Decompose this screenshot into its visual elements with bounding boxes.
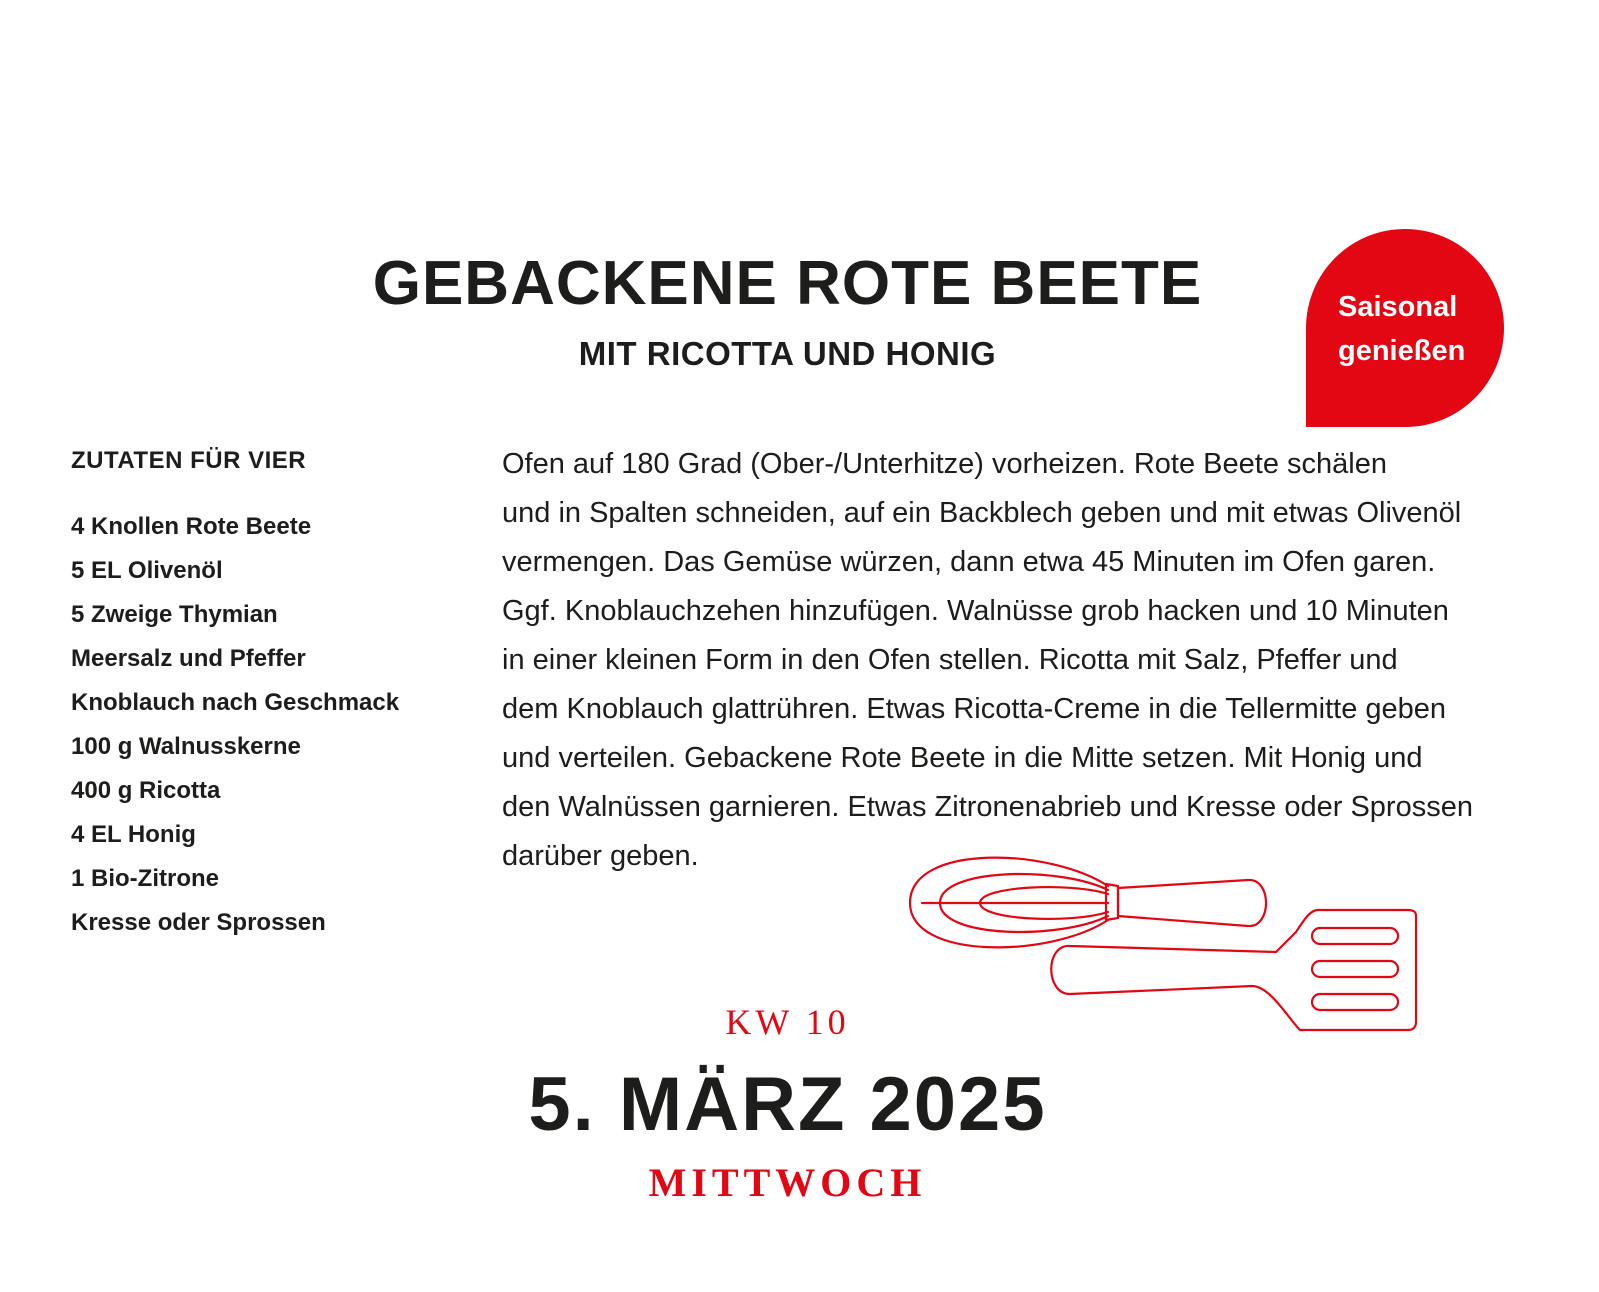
seasonal-badge xyxy=(1306,229,1504,427)
ingredient-item: 400 g Ricotta xyxy=(71,777,221,804)
ingredient-item: Kresse oder Sprossen xyxy=(71,909,326,936)
recipe-subtitle: MIT RICOTTA UND HONIG xyxy=(578,335,997,372)
badge-line-1: Saisonal xyxy=(1338,291,1458,323)
instruction-line: den Walnüssen garnieren. Etwas Zitronenabrieb und Kresse oder Sprossen xyxy=(502,791,1473,823)
instruction-line: und verteilen. Gebackene Rote Beete in die Mitte setzen. Mit Honig und xyxy=(502,742,1423,774)
calendar-weekday: MITTWOCH xyxy=(648,1160,927,1205)
instruction-line: in einer kleinen Form in den Ofen stellen. Ricotta mit Salz, Pfeffer und xyxy=(502,644,1398,676)
whisk-icon xyxy=(910,858,1266,948)
ingredients-list xyxy=(71,505,399,945)
calendar-week: KW 10 xyxy=(725,1002,850,1042)
ingredient-item: 5 EL Olivenöl xyxy=(71,557,223,584)
ingredient-item: 5 Zweige Thymian xyxy=(71,601,278,628)
instruction-line: Ggf. Knoblauchzehen hinzufügen. Walnüsse grob hacken und 10 Minuten xyxy=(502,595,1449,627)
ingredient-item: 1 Bio-Zitrone xyxy=(71,865,219,892)
instructions-text xyxy=(502,440,1522,881)
instruction-line: darüber geben. xyxy=(502,840,699,872)
instruction-line: dem Knoblauch glattrühren. Etwas Ricotta-Creme in die Tellermitte geben xyxy=(502,693,1447,725)
instruction-line: Ofen auf 180 Grad (Ober-/Unterhitze) vorheizen. Rote Beete schälen xyxy=(502,448,1387,480)
ingredient-item: 100 g Walnusskerne xyxy=(71,733,301,760)
calendar-date: 5. MÄRZ 2025 xyxy=(528,1062,1047,1147)
badge-line-2: genießen xyxy=(1338,335,1466,367)
ingredient-item: Meersalz und Pfeffer xyxy=(71,645,306,672)
ingredient-item: 4 Knollen Rote Beete xyxy=(71,513,312,540)
ingredient-item: 4 EL Honig xyxy=(71,821,196,848)
ingredients-heading: ZUTATEN FÜR VIER xyxy=(71,447,307,474)
recipe-title: GEBACKENE ROTE BEETE xyxy=(372,249,1203,318)
instruction-line: und in Spalten schneiden, auf ein Backblech geben und mit etwas Olivenöl xyxy=(502,497,1462,529)
instruction-line: vermengen. Das Gemüse würzen, dann etwa 45 Minuten im Ofen garen. xyxy=(502,546,1436,578)
ingredient-item: Knoblauch nach Geschmack xyxy=(71,689,400,716)
